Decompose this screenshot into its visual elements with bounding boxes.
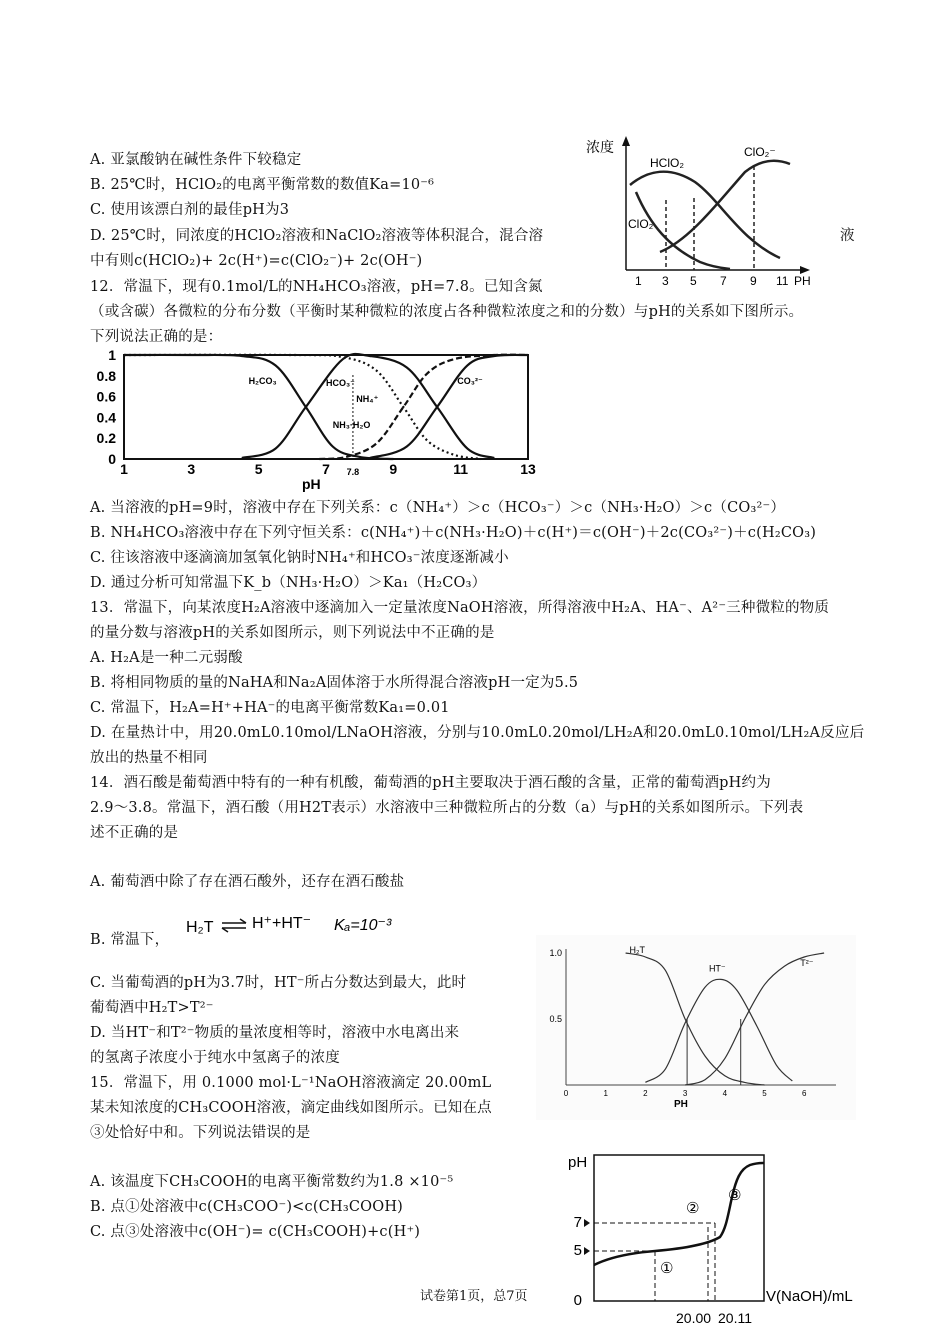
q14-option-d-line1: D. 当HT⁻和T²⁻物质的量浓度相等时，溶液中水电离出来 — [90, 1025, 460, 1041]
q15-point-1: ① — [660, 1260, 674, 1277]
q12-series-label: NH₃·H₂O — [332, 419, 371, 430]
q15-ytick: 5 — [573, 1242, 582, 1259]
q15-point-2: ② — [686, 1200, 700, 1217]
q14-stem-line2: 2.9～3.8。常温下，酒石酸（用H2T表示）水溶液中三种微粒所占的分数（a）与pH的关系如图所示。下列表 — [90, 800, 804, 816]
q12-xtick: 11 — [453, 461, 469, 477]
q11-concentration-figure — [580, 130, 820, 290]
q12-series-label: CO₃²⁻ — [457, 376, 483, 387]
q15-option-c: C. 点③处溶液中c(OH⁻)= c(CH₃COOH)+c(H⁺) — [90, 1224, 421, 1240]
q12-series-line — [370, 355, 528, 458]
q14-xtick: 6 — [802, 1089, 807, 1098]
q14-option-a: A. 葡萄酒中除了存在酒石酸外，还存在酒石酸盐 — [90, 874, 405, 890]
q11-xtick: 5 — [690, 274, 697, 288]
q12-xtick: 13 — [520, 461, 536, 477]
q12-stem-line1: 12．常温下，现有0.1mol/L的NH₄HCO₃溶液，pH=7.8。已知含氮 — [90, 279, 543, 295]
q14-ytick: 0.5 — [549, 1014, 562, 1024]
q11-label-clo2-minus: ClO₂⁻ — [744, 145, 776, 159]
q12-stem-line3: 下列说法正确的是： — [90, 329, 223, 345]
q14-option-c-line2: 葡萄酒中H₂T>T²⁻ — [90, 1000, 214, 1016]
q12-xtick: 7.8 — [346, 467, 360, 477]
q11-xtick: 1 — [635, 274, 642, 288]
q11-x-ticks — [635, 274, 789, 288]
q11-option-c: C. 使用该漂白剂的最佳pH为3 — [90, 202, 290, 218]
q15-stem-line1: 15．常温下，用 0.1000 mol·L⁻¹NaOH溶液滴定 20.00mL — [90, 1075, 492, 1091]
q14-series-label: T²⁻ — [800, 958, 814, 969]
q14-option-c-line1: C. 当葡萄酒的pH为3.7时，HT⁻所占分数达到最大，此时 — [90, 975, 467, 991]
q15-titration-curve — [594, 1163, 764, 1265]
q12-xlabel: pH — [302, 476, 321, 492]
q12-option-b: B. NH₄HCO₃溶液中存在下列守恒关系：c(NH₄⁺)＋c(NH₃·H₂O)＋c(H⁺)＝c(OH⁻)＋2c(CO₃²⁻)＋c(H₂CO₃) — [90, 525, 817, 541]
q12-ytick: 0.8 — [96, 367, 116, 384]
q12-series-line — [319, 355, 528, 459]
q12-xtick: 3 — [187, 461, 196, 477]
q14-eq-left: H₂T — [186, 919, 214, 936]
q14-eq-k: Kₐ=10⁻³ — [334, 917, 392, 934]
q11-xtick: 3 — [662, 274, 669, 288]
q14-xtick: 2 — [643, 1089, 648, 1098]
q13-stem-line1: 13．常温下，向某浓度H₂A溶液中逐滴加入一定量浓度NaOH溶液，所得溶液中H₂A、HA⁻、A²⁻三种微粒的物质 — [90, 600, 830, 616]
q12-xtick: 1 — [120, 461, 128, 477]
q15-titration-chart — [560, 1145, 870, 1330]
q11-xlabel: PH — [794, 274, 811, 288]
q14-xtick: 3 — [682, 1089, 688, 1098]
q12-option-a: A. 当溶液的pH=9时，溶液中存在下列关系：c（NH₄⁺）＞c（HCO₃⁻）＞c（NH₃·H₂O）＞c（CO₃²⁻） — [90, 500, 786, 516]
q14-xtick: 1 — [603, 1089, 608, 1098]
q14-equilibrium-equation — [184, 904, 394, 944]
q11-option-b: B. 25℃时，HClO₂的电离平衡常数的数值Ka=10⁻⁶ — [90, 177, 435, 193]
q12-stem-line2: （或含碳）各微粒的分布分数（平衡时某种微粒的浓度占各种微粒浓度之和的分数）与pH的关系如下图所示。 — [90, 304, 804, 320]
q14-xtick: 4 — [722, 1089, 728, 1098]
q11-label-hclo2: HClO₂ — [650, 156, 684, 170]
q14-series-label: H₂T — [629, 945, 646, 955]
q14-xtick: 5 — [762, 1089, 767, 1098]
q12-ytick: 0.2 — [96, 430, 116, 447]
q12-series-label: HCO₃⁻ — [326, 378, 355, 389]
q12-series-label: H₂CO₃ — [248, 376, 277, 387]
q14-option-b: B. 常温下， — [90, 932, 170, 948]
q14-eq-right: H⁺+HT⁻ — [252, 915, 312, 932]
q14-xlabel: PH — [674, 1099, 688, 1110]
q14-xtick: 0 — [563, 1089, 569, 1098]
q12-series-line — [124, 355, 481, 459]
q13-option-a: A. H₂A是一种二元弱酸 — [90, 650, 243, 666]
q15-xlabel: V(NaOH)/mL — [766, 1288, 853, 1305]
q11-curve-hclo2 — [630, 172, 780, 258]
q14-stem-line3: 述不正确的是 — [90, 825, 179, 841]
q12-plot-frame — [124, 355, 528, 459]
q12-ytick: 0.4 — [96, 409, 116, 426]
q12-xtick: 5 — [254, 461, 263, 477]
q11-label-clo2: ClO₂ — [628, 217, 654, 231]
q12-xtick: 9 — [389, 461, 398, 477]
q13-option-d-line1: D. 在量热计中，用20.0mL0.10mol/LNaOH溶液，分别与10.0mL0.20mol/LH₂A和20.0mL0.10mol/LH₂A反应后 — [90, 725, 865, 741]
q13-option-b: B. 将相同物质的量的NaHA和Na₂A固体溶于水所得混合溶液pH一定为5.5 — [90, 675, 579, 691]
q12-option-d: D. 通过分析可知常温下K_b（NH₃·H₂O）＞Ka₁（H₂CO₃） — [90, 575, 487, 591]
q11-option-a: A. 亚氯酸钠在碱性条件下较稳定 — [90, 152, 302, 168]
q12-ytick: 0 — [108, 451, 116, 467]
q15-stem-line2: 某未知浓度的CH₃COOH溶液，滴定曲线如图所示。已知在点 — [90, 1100, 492, 1116]
q14-tartaric-chart — [536, 935, 856, 1120]
q12-ytick: 0.6 — [96, 388, 116, 405]
q15-option-a: A. 该温度下CH₃COOH的电离平衡常数约为1.8 ×10⁻⁵ — [90, 1174, 454, 1190]
q13-option-d-line2: 放出的热量不相同 — [90, 750, 208, 766]
q15-ytick: 0 — [573, 1292, 582, 1309]
q12-series-label: NH₄⁺ — [356, 393, 379, 404]
q13-option-c: C. 常温下，H₂A=H⁺+HA⁻的电离平衡常数Ka₁=0.01 — [90, 700, 450, 716]
q15-arrow-ph5 — [584, 1247, 590, 1255]
q11-y-axis-arrow — [622, 136, 630, 146]
q12-distribution-chart — [88, 345, 548, 495]
page-footer: 试卷第1页，总7页 — [420, 1289, 528, 1304]
q11-option-d-line2: 中有则c(HClO₂)+ 2c(H⁺)=c(ClO₂⁻)+ 2c(OH⁻) — [90, 253, 423, 269]
q11-x-axis-arrow — [800, 266, 810, 274]
q14-option-d-line2: 的氢离子浓度小于纯水中氢离子的浓度 — [90, 1050, 340, 1066]
q15-ytick: 7 — [573, 1214, 582, 1231]
q15-xtick: 20.00 — [676, 1310, 712, 1326]
q15-ylabel: pH — [568, 1154, 588, 1171]
q14-stem-line1: 14．酒石酸是葡萄酒中特有的一种有机酸，葡萄酒的pH主要取决于酒石酸的含量，正常的葡萄酒pH约为 — [90, 775, 771, 791]
q11-xtick: 9 — [750, 274, 757, 288]
q15-stem-line3: ③处恰好中和。下列说法错误的是 — [90, 1125, 311, 1141]
q12-xtick: 7 — [322, 461, 330, 477]
q15-point-3: ③ — [728, 1187, 742, 1204]
q11-xtick: 11 — [776, 274, 789, 288]
q11-option-d-tail: 液 — [840, 228, 855, 244]
q15-arrow-ph7 — [584, 1219, 590, 1227]
q12-ytick: 1 — [108, 347, 116, 363]
q11-ylabel: 浓度 — [586, 139, 614, 155]
q15-xtick: 20.11 — [718, 1310, 752, 1326]
q13-stem-line2: 的量分数与溶液pH的关系如图所示，则下列说法中不正确的是 — [90, 625, 495, 641]
q14-ytick: 1.0 — [549, 948, 562, 958]
q12-option-c: C. 往该溶液中逐滴滴加氢氧化钠时NH₄⁺和HCO₃⁻浓度逐渐减小 — [90, 550, 509, 566]
q11-option-d-line1: D. 25℃时，同浓度的HClO₂溶液和NaClO₂溶液等体积混合，混合溶 — [90, 228, 544, 244]
q15-option-b: B. 点①处溶液中c(CH₃COO⁻)<c(CH₃COOH) — [90, 1199, 404, 1215]
q14-series-label: HT⁻ — [708, 963, 726, 974]
q11-xtick: 7 — [720, 274, 727, 288]
